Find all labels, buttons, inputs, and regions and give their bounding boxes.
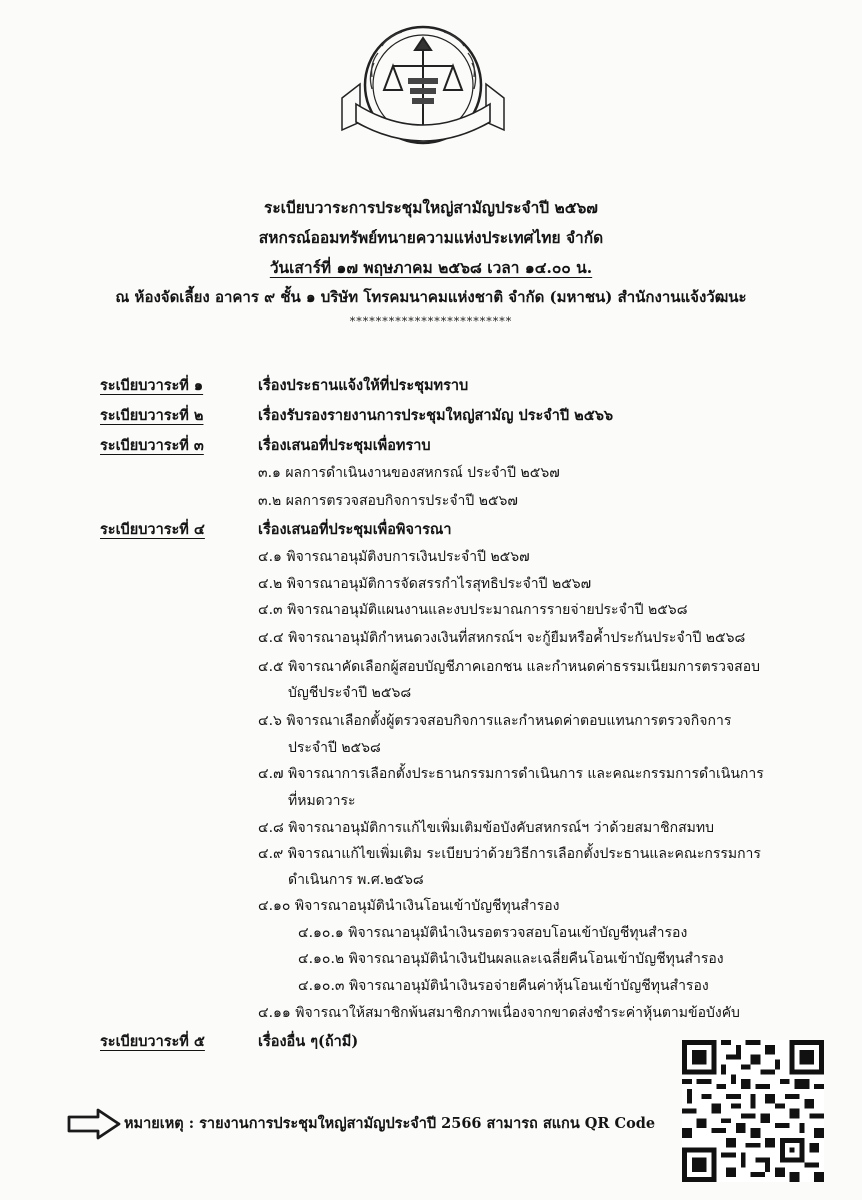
agenda-row-4 xyxy=(100,518,452,541)
list-item: ๔.๓ พิจารณาอนุมัติแผนงานและงบประมาณการรายจ่ายประจำปี ๒๕๖๘ xyxy=(258,602,688,618)
list-item: ๔.๔ พิจารณาอนุมัติกำหนดวงเงินที่สหกรณ์ฯ จะกู้ยืมหรือค้ำประกันประจำปี ๒๕๖๘ xyxy=(258,630,746,646)
sub-list-item: ๔.๑๐.๒ พิจารณาอนุมัตินำเงินปันผลและเฉลี่ยคืนโอนเข้าบัญชีทุนสำรอง xyxy=(298,951,724,967)
list-item: ๔.๑ พิจารณาอนุมัติงบการเงินประจำปี ๒๕๖๗ xyxy=(258,549,530,565)
agenda-title: เรื่องเสนอที่ประชุมเพื่อพิจารณา xyxy=(258,521,452,538)
list-item: ๔.๑๑ พิจารณาให้สมาชิกพ้นสมาชิกภาพเนื่องจากขาดส่งชำระค่าหุ้นตามข้อบังคับ xyxy=(258,1005,740,1021)
agenda-title: เรื่องอื่น ๆ(ถ้ามี) xyxy=(258,1033,359,1050)
list-item-continued: ประจำปี ๒๕๖๘ xyxy=(288,740,381,756)
list-item-continued: บัญชีประจำปี ๒๕๖๘ xyxy=(288,685,412,701)
agenda-label: ระเบียบวาระที่ ๓ xyxy=(100,437,204,454)
list-item: ๔.๖ พิจารณาเลือกตั้งผู้ตรวจสอบกิจการและกำหนดค่าตอบแทนการตรวจกิจการ xyxy=(258,713,732,729)
right-arrow-outline-icon xyxy=(66,1107,122,1141)
agenda-label: ระเบียบวาระที่ ๕ xyxy=(100,1033,205,1050)
agenda-label: ระเบียบวาระที่ ๔ xyxy=(100,521,205,538)
sub-list-item: ๔.๑๐.๑ พิจารณาอนุมัตินำเงินรอตรวจสอบโอนเข้าบัญชีทุนสำรอง xyxy=(298,925,688,941)
cooperative-seal-logo xyxy=(338,18,508,153)
agenda-row-2 xyxy=(100,404,613,427)
list-item: ๓.๒ ผลการตรวจสอบกิจการประจำปี ๒๕๖๗ xyxy=(258,493,518,509)
agenda-label: ระเบียบวาระที่ ๑ xyxy=(100,377,204,394)
list-item: ๔.๒ พิจารณาอนุมัติการจัดสรรกำไรสุทธิประจำปี ๒๕๖๗ xyxy=(258,576,592,592)
list-item: ๔.๗ พิจารณาการเลือกตั้งประธานกรรมการดำเนินการ และคณะกรรมการดำเนินการ xyxy=(258,766,764,782)
list-item: ๓.๑ ผลการดำเนินงานของสหกรณ์ ประจำปี ๒๕๖๗ xyxy=(258,465,560,481)
agenda-row-3 xyxy=(100,434,431,457)
list-item-continued: ที่หมดวาระ xyxy=(288,793,356,809)
qr-code-icon[interactable] xyxy=(682,1040,824,1182)
footer-note: หมายเหตุ : รายงานการประชุมใหญ่สามัญประจำปี 2566 สามารถ สแกน QR Code xyxy=(124,1115,656,1132)
meeting-venue: ณ ห้องจัดเลี้ยง อาคาร ๙ ชั้น ๑ บริษัท โทรคมนาคมแห่งชาติ จำกัด (มหาชน) สำนักงานแจ้งวัฒนะ xyxy=(115,288,747,306)
agenda-row-1 xyxy=(100,374,468,397)
agenda-title: เรื่องเสนอที่ประชุมเพื่อทราบ xyxy=(258,437,431,454)
agenda-row-5 xyxy=(100,1030,358,1053)
sub-list-item: ๔.๑๐.๓ พิจารณาอนุมัตินำเงินรอจ่ายคืนค่าหุ้นโอนเข้าบัญชีทุนสำรอง xyxy=(298,978,709,994)
agenda-label: ระเบียบวาระที่ ๒ xyxy=(100,407,204,424)
list-item-continued: ดำเนินการ พ.ศ.๒๕๖๘ xyxy=(288,872,424,888)
document-title: ระเบียบวาระการประชุมใหญ่สามัญประจำปี ๒๕๖๗ xyxy=(264,198,598,217)
agenda-title: เรื่องรับรองรายงานการประชุมใหญ่สามัญ ประจำปี ๒๕๖๖ xyxy=(258,407,614,424)
organization-name: สหกรณ์ออมทรัพย์ทนายความแห่งประเทศไทย จำกัด xyxy=(258,228,604,247)
list-item: ๔.๙ พิจารณาแก้ไขเพิ่มเติม ระเบียบว่าด้วยวิธีการเลือกตั้งประธานและคณะกรรมการ xyxy=(258,846,761,862)
separator-stars: ************************* xyxy=(349,315,513,328)
agenda-title: เรื่องประธานแจ้งให้ที่ประชุมทราบ xyxy=(258,377,469,394)
list-item: ๔.๕ พิจารณาคัดเลือกผู้สอบบัญชีภาคเอกชน และกำหนดค่าธรรมเนียมการตรวจสอบ xyxy=(258,659,761,675)
list-item: ๔.๑๐ พิจารณาอนุมัตินำเงินโอนเข้าบัญชีทุนสำรอง xyxy=(258,898,560,914)
meeting-date-time: วันเสาร์ที่ ๑๗ พฤษภาคม ๒๕๖๘ เวลา ๑๔.๐๐ น. xyxy=(269,258,593,277)
list-item: ๔.๘ พิจารณาอนุมัติการแก้ไขเพิ่มเติมข้อบังคับสหกรณ์ฯ ว่าด้วยสมาชิกสมทบ xyxy=(258,820,714,836)
